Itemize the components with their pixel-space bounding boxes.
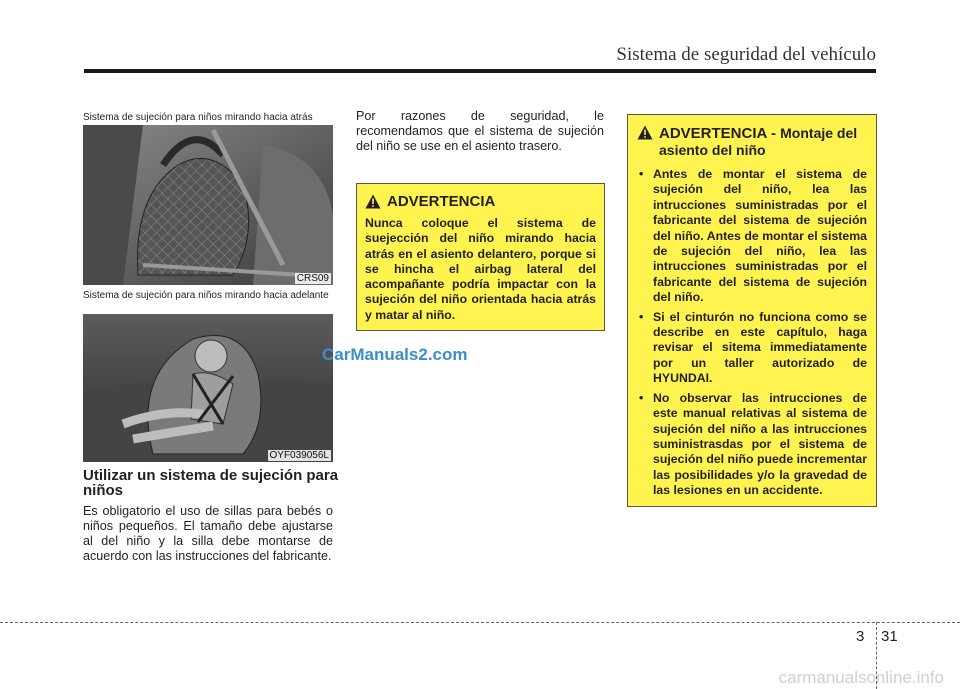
recommendation-text: Por razones de seguridad, le recomendamos que el sistema de sujeción del niño se use en el asiento trasero. xyxy=(356,109,604,153)
forward-facing-seat-illustration xyxy=(83,314,333,462)
page-number: 31 xyxy=(881,628,898,645)
warning-list xyxy=(637,167,867,499)
figure-code: OYF039056L xyxy=(269,450,329,461)
watermark: CarManuals2.com xyxy=(322,345,468,364)
warning-title: ADVERTENCIA xyxy=(659,125,767,142)
figure-code: CRS09 xyxy=(296,273,329,284)
header-rule xyxy=(84,69,876,73)
footer-site-watermark: carmanualsonline.info xyxy=(778,668,944,687)
list-item: • No observar las intrucciones de este manual relativas al sistema de sujeción del niño a las intrucciones suministrasdas por el sistema de sujeción del niño puede incrementar las posibilidades y/o la gravedad de las lesiones en un accidente. xyxy=(637,391,867,499)
figure-caption-forward-facing: Sistema de sujeción para niños mirando hacia adelante xyxy=(83,290,329,301)
list-item: • Antes de montar el sistema de sujeción del niño, lea las intrucciones suministradas por el fabricante del sistema de sujeción del niño. Antes de montar el sistema de sujeción del niño, lea las intrucciones suministradas por el fabricante del sistema de sujeción del niño. xyxy=(637,167,867,306)
rear-facing-seat-photo xyxy=(83,125,333,285)
warning-box-child-seat xyxy=(627,114,877,507)
warning-subtitle: Montaje del asiento del niño xyxy=(659,125,858,158)
warning-body: Nunca coloque el sistema de suejección del niño mirando hacia atrás en el asiento delantero, porque si se hincha el airbag lateral del acompañante podría impactar con la sujeción del niño orientada hacia atrás y matar al niño. xyxy=(365,216,596,322)
rear-facing-seat-illustration xyxy=(83,125,333,285)
chapter-number: 3 xyxy=(856,628,865,645)
section-body: Es obligatorio el uso de sillas para bebés o niños pequeños. El tamaño debe ajustarse al del niño y la silla debe montarse de acuerdo con las instrucciones del fabricante. xyxy=(83,504,333,563)
figure-caption-rear-facing: Sistema de sujeción para niños mirando hacia atrás xyxy=(83,112,313,123)
running-header-title: Sistema de seguridad del vehículo xyxy=(616,44,876,65)
warning-triangle-icon xyxy=(365,194,381,209)
footer-rule xyxy=(0,622,960,623)
forward-facing-seat-photo xyxy=(83,314,333,462)
section-heading: Utilizar un sistema de sujeción para niños xyxy=(83,467,339,499)
warning-header xyxy=(365,194,596,210)
list-item: • Si el cinturón no funciona como se describe en este capítulo, haga revisar el sitema immediatamente por un taller autorizado de HYUNDAI. xyxy=(637,310,867,387)
warning-header xyxy=(637,125,867,159)
warning-box-airbag xyxy=(356,183,605,331)
warning-title: ADVERTENCIA xyxy=(387,193,496,210)
warning-separator: - xyxy=(770,125,776,142)
warning-triangle-icon xyxy=(637,125,653,140)
